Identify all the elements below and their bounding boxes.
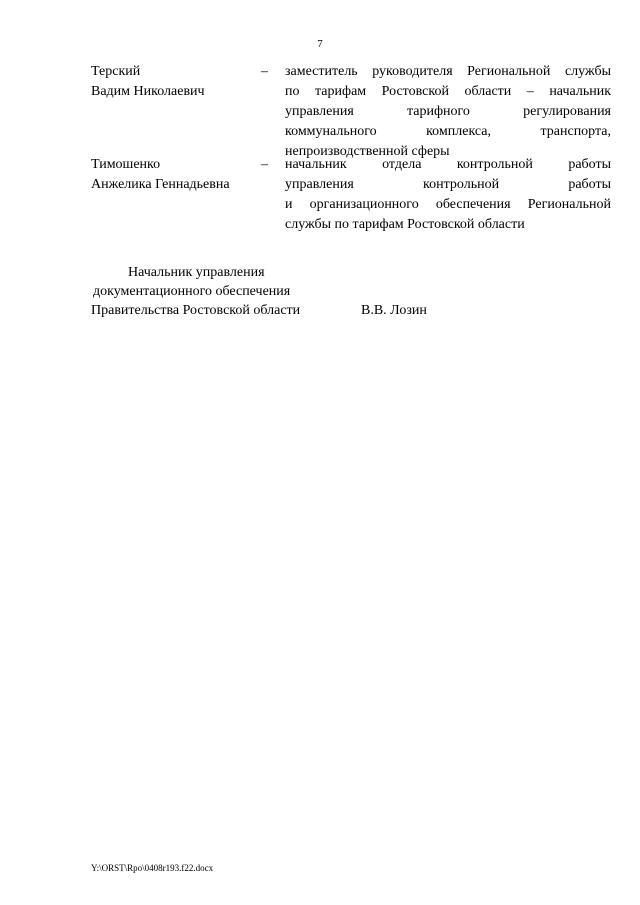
position-line: управления контрольной работы — [285, 177, 611, 192]
member-position — [285, 62, 611, 162]
member-name — [91, 62, 261, 102]
member-given-names: Анжелика Геннадьевна — [91, 177, 230, 192]
member-given-names: Вадим Николаевич — [91, 84, 205, 99]
position-line: непроизводственной сферы — [285, 144, 450, 159]
signatory-name: В.В. Лозин — [361, 303, 427, 318]
dash-separator: – — [261, 64, 268, 79]
position-line: начальник отдела контрольной работы — [285, 157, 611, 172]
member-surname: Терский — [91, 64, 141, 79]
position-line: коммунального комплекса, транспорта, — [285, 124, 611, 139]
signature-block — [91, 263, 491, 320]
signatory-position-line: Начальник управления — [128, 265, 265, 280]
dash-separator: – — [261, 157, 268, 172]
position-line: заместитель руководителя Региональной службы — [285, 64, 611, 79]
position-line: службы по тарифам Ростовской области — [285, 217, 525, 232]
position-line: по тарифам Ростовской области – начальник — [285, 84, 611, 99]
member-position — [285, 155, 611, 235]
member-name — [91, 155, 261, 195]
page-number: 7 — [317, 38, 323, 50]
signatory-position-line: документационного обеспечения — [93, 284, 291, 299]
position-line: и организационного обеспечения Региональной — [285, 197, 611, 212]
signatory-position-line: Правительства Ростовской области — [91, 303, 301, 318]
member-surname: Тимошенко — [91, 157, 161, 172]
footer-file-path: Y:\ORST\Rpo\0408r193.f22.docx — [91, 863, 214, 873]
position-line: управления тарифного регулирования — [285, 104, 611, 119]
